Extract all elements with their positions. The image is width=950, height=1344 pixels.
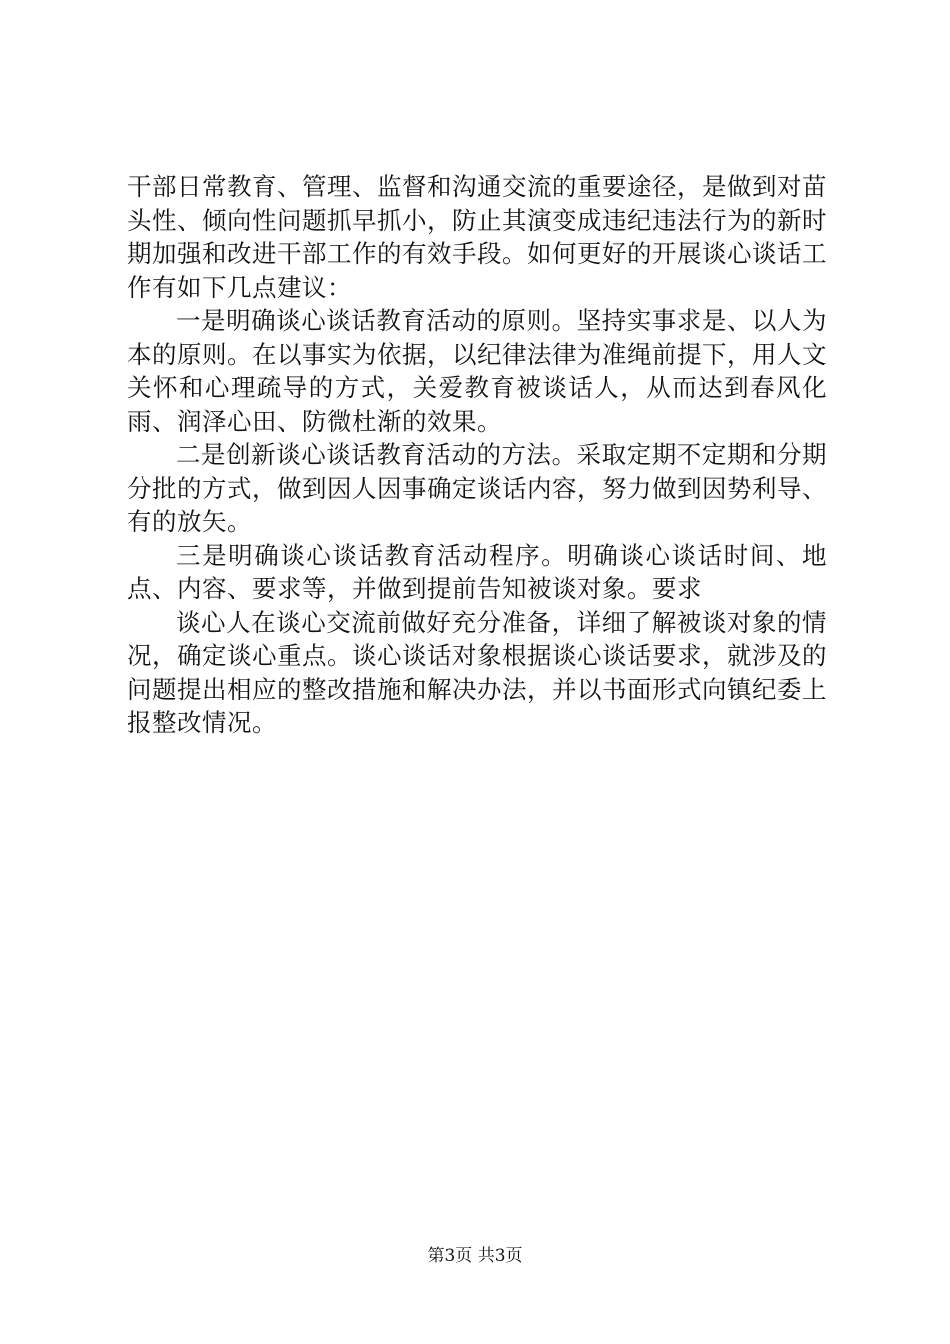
paragraph-principle: 一是明确谈心谈话教育活动的原则。坚持实事求是、以人为本的原则。在以事实为依据，以纪律法律为准绳前提下，用人文关怀和心理疏导的方式，关爱教育被谈话人，从而达到春风化雨、润泽心田、防微杜渐的效果。 xyxy=(127,306,827,436)
paragraph-method: 二是创新谈心谈话教育活动的方法。采取定期不定期和分期分批的方式，做到因人因事确定谈话内容，努力做到因势利导、有的放矢。 xyxy=(127,440,827,536)
paragraph-preparation: 谈心人在谈心交流前做好充分准备，详细了解被谈对象的情况，确定谈心重点。谈心谈话对象根据谈心谈话要求，就涉及的问题提出相应的整改措施和解决办法，并以书面形式向镇纪委上报整改情况。 xyxy=(127,607,827,737)
paragraph-procedure: 三是明确谈心谈话教育活动程序。明确谈心谈话时间、地点、内容、要求等，并做到提前告知被谈对象。要求 xyxy=(127,540,827,603)
paragraph-continued: 干部日常教育、管理、监督和沟通交流的重要途径，是做到对苗头性、倾向性问题抓早抓小，防止其演变成违纪违法行为的新时期加强和改进干部工作的有效手段。如何更好的开展谈心谈话工作有如下几点建议： xyxy=(127,172,827,302)
document-body xyxy=(127,170,827,740)
page-number-footer: 第3页 共3页 xyxy=(427,1246,523,1266)
